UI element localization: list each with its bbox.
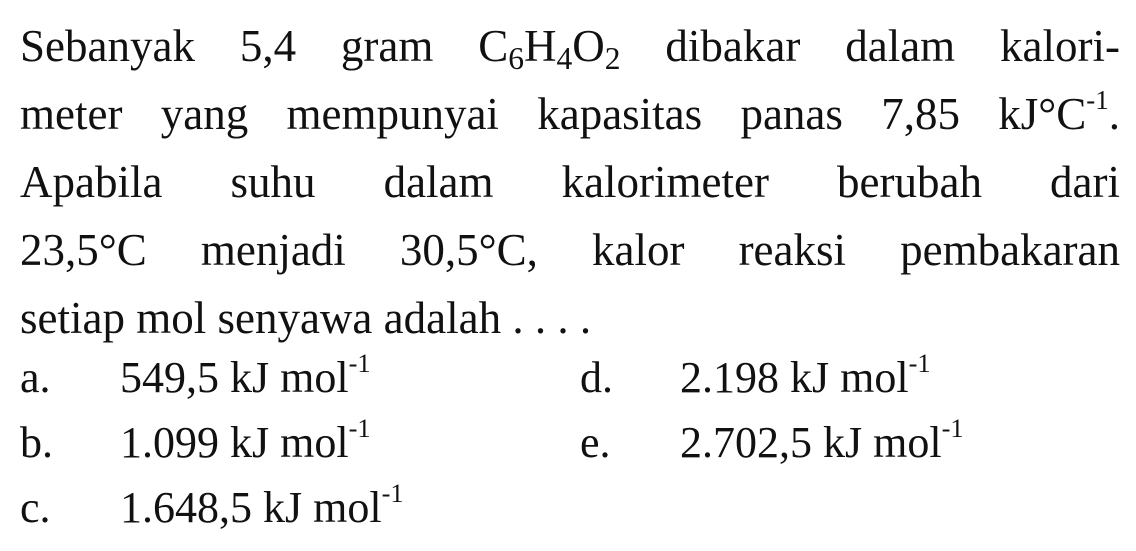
option-a-value: 549,5 kJ mol (120, 353, 349, 402)
option-b-value: 1.099 kJ mol (120, 418, 349, 467)
formula-o-subscript: 2 (604, 40, 621, 76)
option-c-value: 1.648,5 kJ mol (120, 483, 382, 532)
option-d-value: 2.198 kJ mol (680, 353, 909, 402)
option-a-letter: a. (20, 353, 51, 402)
question-text (20, 12, 1120, 352)
option-a[interactable] (20, 348, 371, 408)
option-c-superscript: -1 (381, 478, 404, 509)
option-d-letter: d. (580, 353, 613, 402)
option-e[interactable] (580, 413, 964, 473)
question-line-4: 23,5°C menjadi 30,5°C, kalor reaksi pembakaran (20, 225, 1120, 275)
option-b-superscript: -1 (348, 413, 371, 444)
question-line-3: Apabila suhu dalam kalorimeter berubah dari (20, 157, 1120, 207)
question-line-1-post: dibakar dalam kalori- (620, 21, 1120, 71)
question-line-2 (20, 80, 1120, 148)
question-line-1 (20, 12, 1120, 80)
unit-superscript: -1 (1086, 84, 1109, 115)
option-d[interactable] (580, 348, 931, 408)
question-line-2-pre: meter yang mempunyai kapasitas panas 7,85 kJ°C (20, 89, 1087, 139)
option-d-superscript: -1 (908, 348, 931, 379)
option-c[interactable] (20, 478, 404, 538)
option-b[interactable] (20, 413, 371, 473)
question-line-1-pre: Sebanyak 5,4 gram (20, 21, 479, 71)
formula-h-subscript: 4 (556, 40, 573, 76)
question-line-2-post: . (1108, 89, 1120, 139)
option-a-superscript: -1 (348, 348, 371, 379)
formula-h: H (524, 21, 557, 71)
formula-c: C (478, 21, 509, 71)
option-e-value: 2.702,5 kJ mol (680, 418, 942, 467)
option-e-letter: e. (580, 418, 611, 467)
option-c-letter: c. (20, 483, 51, 532)
option-e-superscript: -1 (941, 413, 964, 444)
formula-o: O (572, 21, 605, 71)
question-line-5: setiap mol senyawa adalah . . . . (20, 293, 592, 343)
formula-c-subscript: 6 (508, 40, 525, 76)
option-b-letter: b. (20, 418, 53, 467)
